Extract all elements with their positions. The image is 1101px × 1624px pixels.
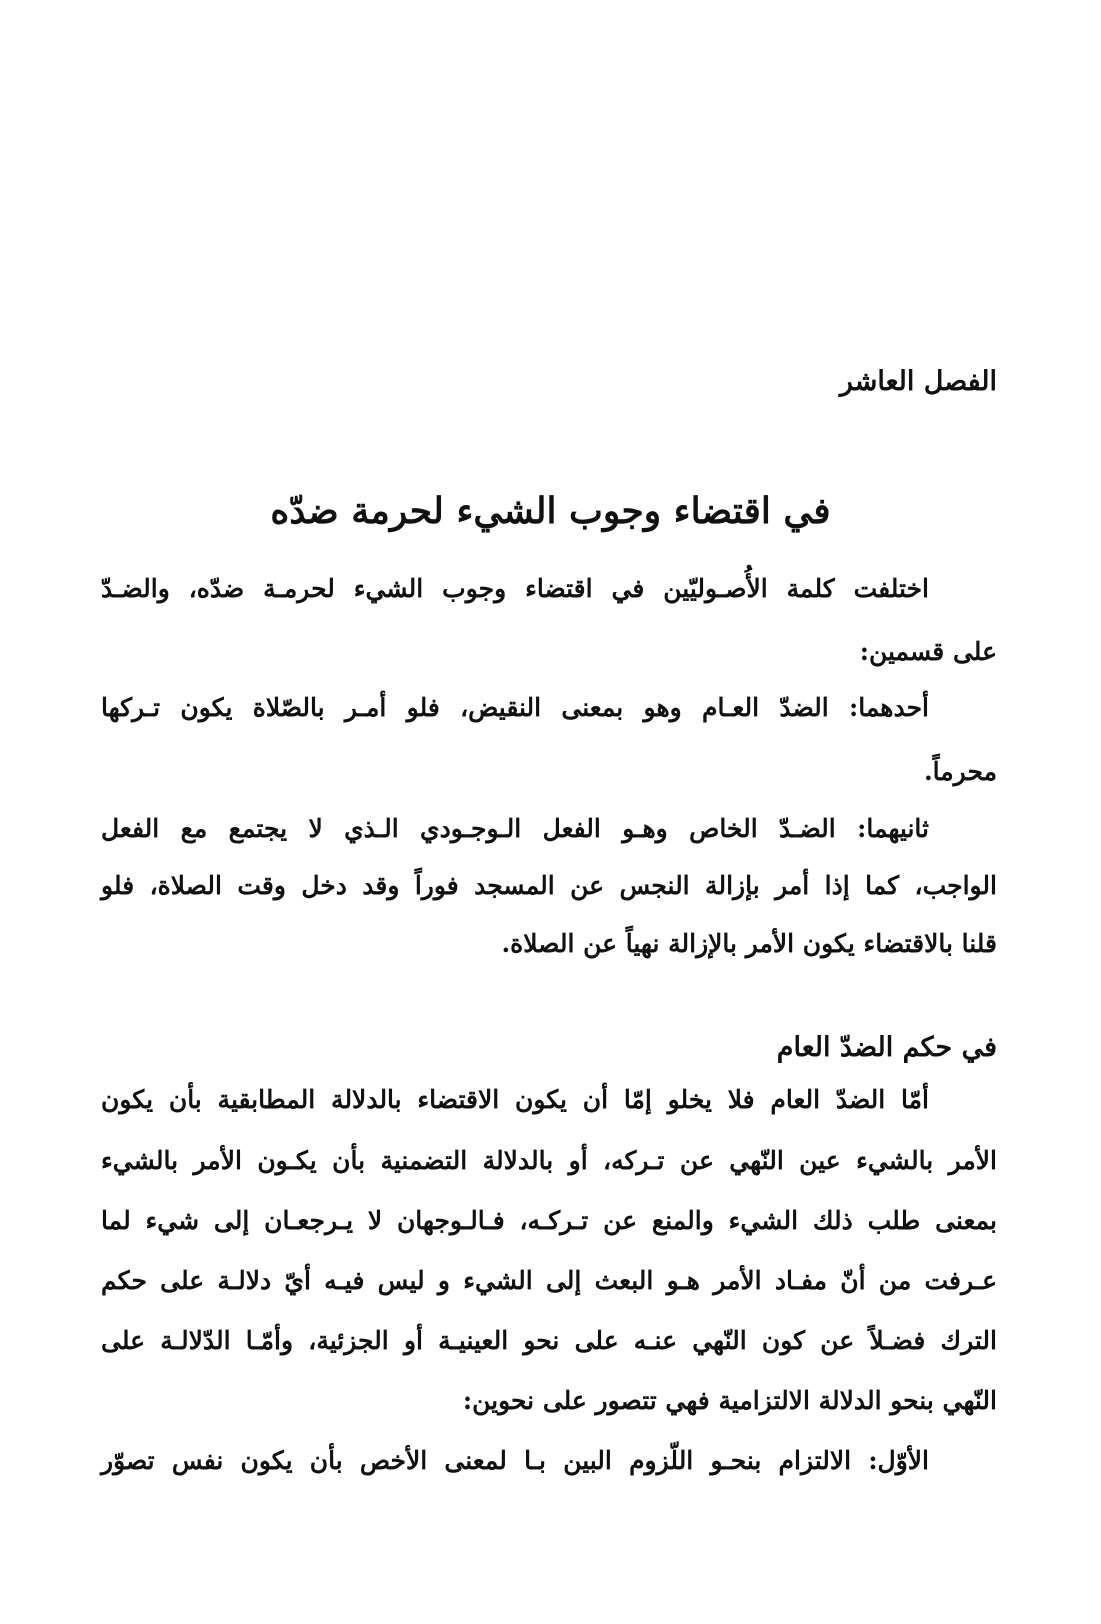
general-line-1: أمّا الضدّ العام فلا يخلو إمّا أن يكون الاقتضاء بالدلالة المطابقية بأن يكون [101, 1085, 929, 1114]
second-type-line-2: الواجب، كما إذا أمر بإزالة النجس عن المسجد فوراً وقد دخل وقت الصلاة، فلو [101, 871, 997, 900]
chapter-title: في اقتضاء وجوب الشيء لحرمة ضدّه [270, 490, 831, 532]
intro-line-1: اختلفت كلمة الأُصـوليّين في اقتضاء وجوب الشيء لحرمـة ضدّه، والضـدّ [101, 574, 929, 603]
first-type-line-1: أحدهما: الضدّ العـام وهو بمعنى النقيض، فلو أمـر بالصّلاة يكون تـركها [101, 693, 929, 722]
general-line-5: الترك فضـلاً عن كون النّهي عنـه على نحو العينيـة أو الجزئية، وأمّـا الدّلالـة على [101, 1326, 997, 1355]
intro-line-2: على قسمين: [859, 637, 997, 666]
section-heading: في حكم الضدّ العام [776, 1032, 997, 1063]
second-type-line-1: ثانيهما: الضـدّ الخاص وهـو الفعل الـوجـودي الـذي لا يجتمع مع الفعل [101, 814, 929, 843]
general-line-2: الأمر بالشيء عين النّهي عن تـركه، أو بالدلالة التضمنية بأن يكـون الأمر بالشيء [101, 1146, 997, 1175]
first-type-line-2: محرماً. [923, 757, 997, 786]
chapter-label: الفصل العاشر [839, 366, 997, 397]
first-way-line: الأوّل: الالتزام بنحـو اللّزوم البين بـا لمعنى الأخص بأن يكون نفس تصوّر [101, 1446, 929, 1475]
second-type-line-3: قلنا بالاقتضاء يكون الأمر بالإزالة نهياً عن الصلاة. [501, 929, 997, 958]
general-line-3: بمعنى طلب ذلك الشيء والمنع عن تـركـه، فـالـوجهان لا يـرجعـان إلى شيء لما [101, 1206, 997, 1235]
general-line-6: النّهي بنحو الدلالة الالتزامية فهي تتصور على نحوين: [462, 1386, 997, 1415]
general-line-4: عـرفت من أنّ مفـاد الأمر هـو البعث إلى الشيء و ليس فيـه أيّ دلالـة على حكم [101, 1266, 997, 1295]
